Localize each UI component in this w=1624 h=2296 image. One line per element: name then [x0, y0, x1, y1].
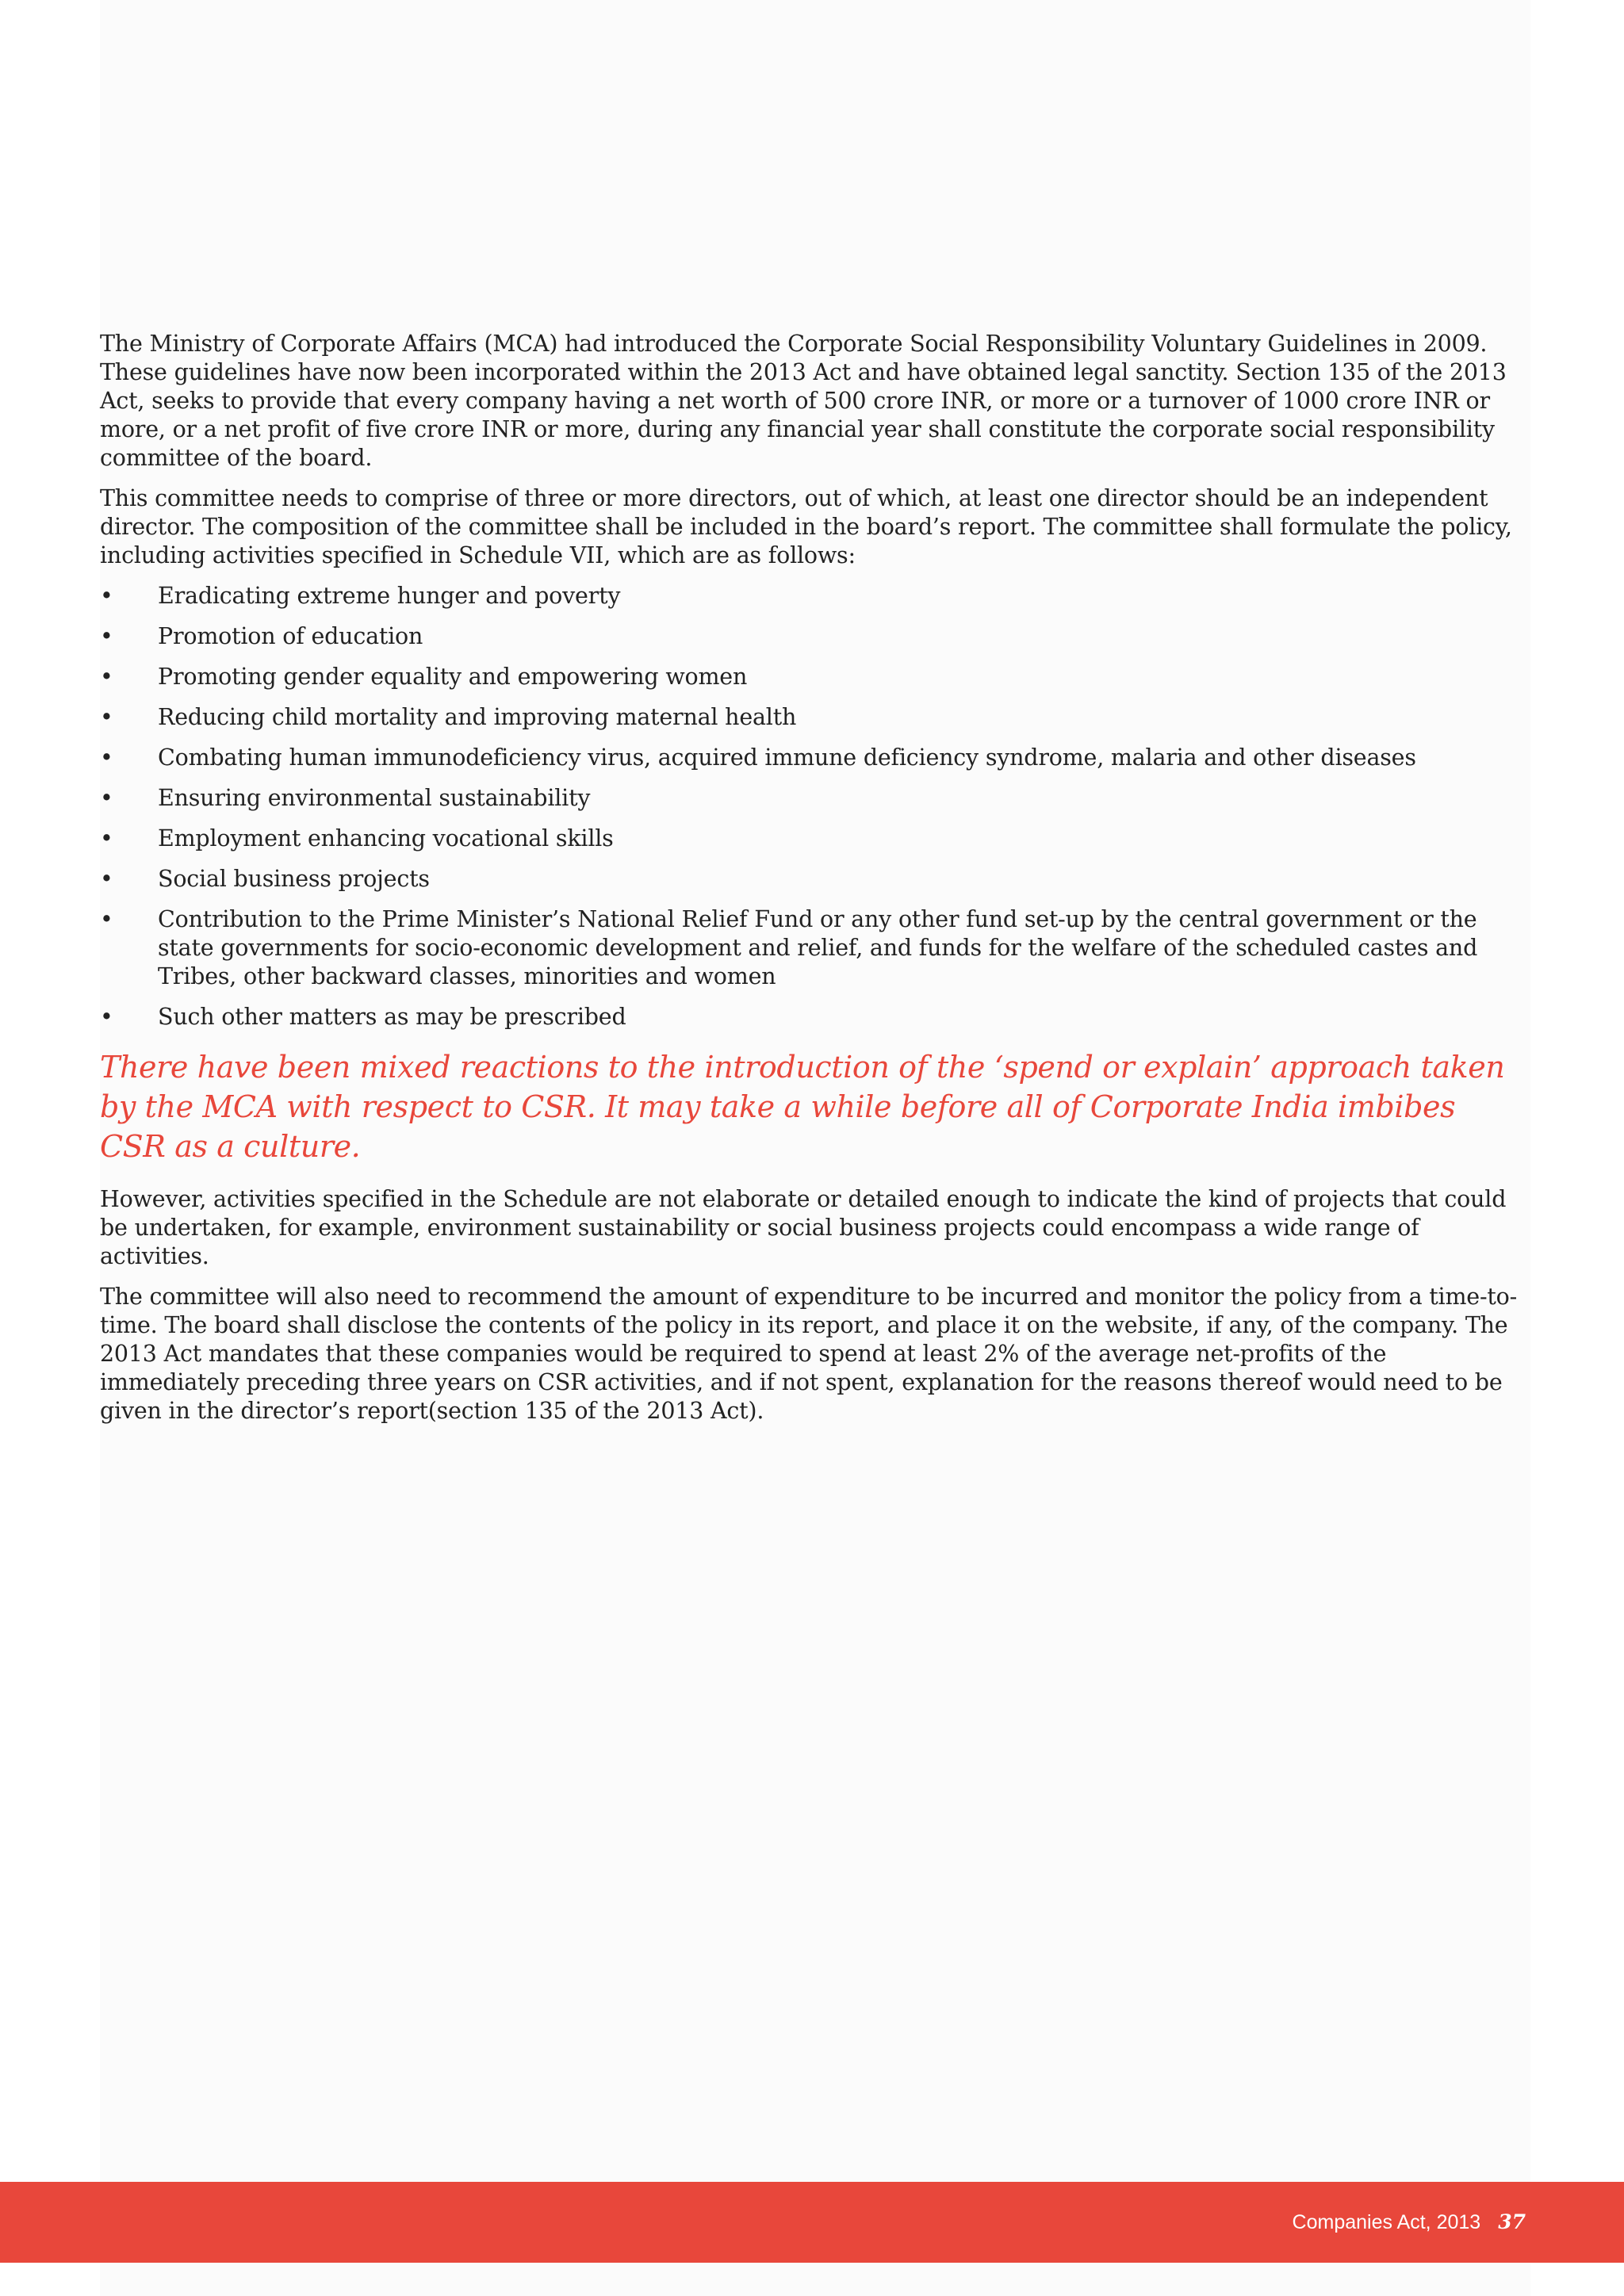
list-item — [100, 663, 1527, 691]
bullet-icon: • — [100, 906, 113, 932]
intro-paragraph: The Ministry of Corporate Affairs (MCA) had introduced the Corporate Social Responsibility Voluntary Guidelines in 2009. These guidelines have now been incorporated within the 2013 Act and have obtained legal sanctity. Section 135 of the 2013 Act, seeks to provide that every company having a net worth of 500 crore INR, or more or a turnover of 1000 crore INR or more, or a net profit of five crore INR or more, during any financial year shall constitute the corporate social responsibility committee of the board. — [100, 331, 1507, 471]
bullet-icon: • — [100, 704, 113, 730]
footer-band — [0, 2182, 1624, 2263]
list-item — [100, 1003, 1527, 1031]
list-item-text: Contribution to the Prime Minister’s National Relief Fund or any other fund set-up by the central government or the state governments for socio-economic development and relief, and funds for the welfare of the scheduled castes and Tribes, other backward classes, minorities and women — [158, 906, 1478, 989]
list-item-text: Reducing child mortality and improving maternal health — [158, 704, 797, 730]
list-item-text: Combating human immunodeficiency virus, acquired immune deficiency syndrome, malaria and other diseases — [158, 744, 1416, 771]
footer-title: Companies Act, 2013 — [1292, 2211, 1481, 2233]
list-item-text: Such other matters as may be prescribed — [158, 1004, 626, 1030]
list-item — [100, 784, 1527, 813]
bullet-icon: • — [100, 583, 113, 609]
list-item-text: Ensuring environmental sustainability — [158, 785, 591, 811]
list-item — [100, 865, 1527, 894]
bullet-icon: • — [100, 866, 113, 892]
bullet-icon: • — [100, 623, 113, 649]
bullet-icon: • — [100, 1004, 113, 1030]
committee-paragraph: This committee needs to comprise of three or more directors, out of which, at least one director should be an independent director. The composition of the committee shall be included in the board’s report. The committee shall formulate the policy, including activities specified in Schedule VII, which are as follows: — [100, 485, 1512, 568]
footer — [1293, 2210, 1526, 2234]
list-item — [100, 622, 1527, 651]
list-item-text: Promoting gender equality and empowering women — [158, 664, 748, 690]
list-item-text: Employment enhancing vocational skills — [158, 825, 614, 851]
bullet-icon: • — [100, 825, 113, 851]
list-item-text: Eradicating extreme hunger and poverty — [158, 583, 621, 609]
list-item-text: Promotion of education — [158, 623, 423, 649]
list-item — [100, 744, 1527, 772]
document-body — [100, 330, 1527, 1437]
list-item — [100, 703, 1527, 732]
expenditure-paragraph: The committee will also need to recommend the amount of expenditure to be incurred and monitor the policy from a time-to-time. The board shall disclose the contents of the policy in its report, and place it on the website, if any, of the company. The 2013 Act mandates that these companies would be required to spend at least 2% of the average net-profits of the immediately preceding three years on CSR activities, and if not spent, explanation for the reasons thereof would need to be given in the director’s report(section 135 of the 2013 Act). — [100, 1284, 1518, 1424]
list-item-text: Social business projects — [158, 866, 430, 892]
schedule-vii-activities-list — [100, 582, 1527, 1031]
list-item — [100, 825, 1527, 853]
bullet-icon: • — [100, 664, 113, 690]
bullet-icon: • — [100, 785, 113, 811]
page-number: 37 — [1498, 2210, 1526, 2233]
list-item — [100, 582, 1527, 610]
list-item — [100, 905, 1527, 991]
pull-quote: There have been mixed reactions to the introduction of the ‘spend or explain’ approach taken by the MCA with respect to CSR. It may take a while before all of Corporate India imbibes CSR as a culture. — [100, 1050, 1505, 1164]
bullet-icon: • — [100, 744, 113, 771]
schedule-paragraph: However, activities specified in the Schedule are not elaborate or detailed enough to indicate the kind of projects that could be undertaken, for example, environment sustainability or social business projects could encompass a wide range of activities. — [100, 1186, 1507, 1269]
